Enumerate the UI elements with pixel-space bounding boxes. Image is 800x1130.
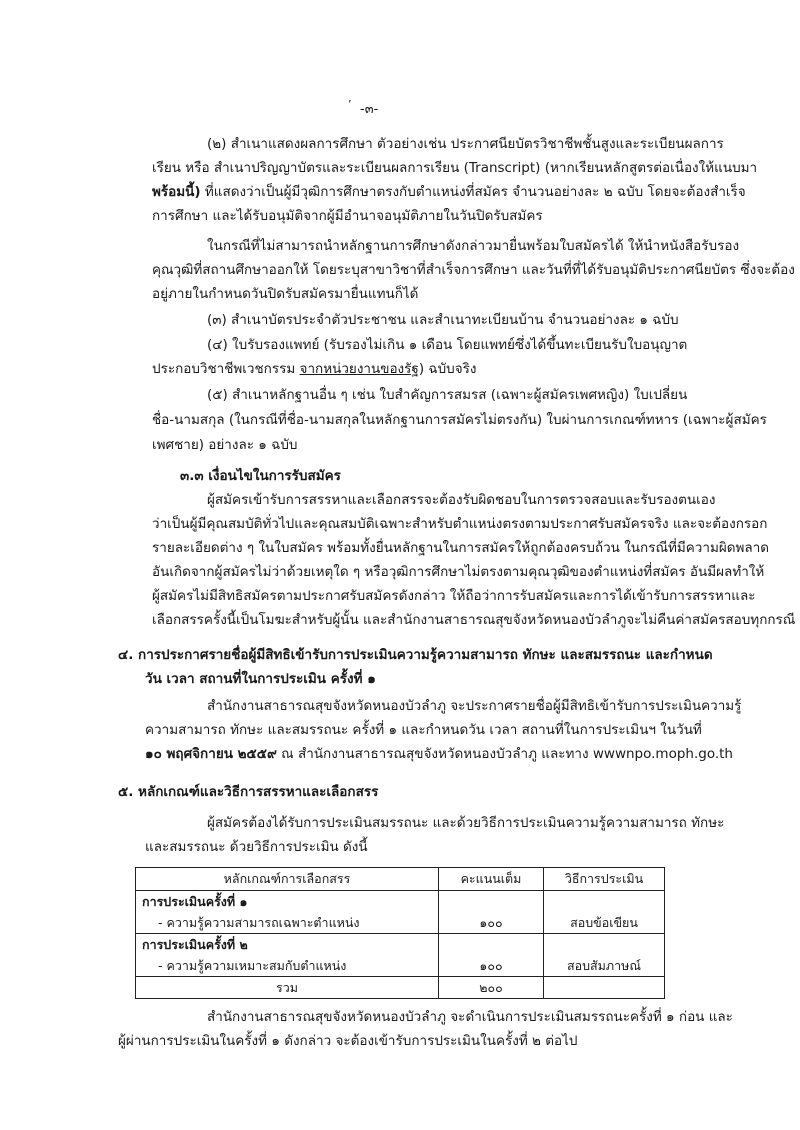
conditions-line-1: ผู้สมัครเข้ารับการสรรหาและเลือกสรรจะต้องรับผิดชอบในการตรวจสอบและรับรองตนเอง	[207, 492, 716, 508]
heading-4-line-2: วัน เวลา สถานที่ในการประเมิน ครั้งที่ ๑	[145, 671, 376, 687]
conditions-line-6: เลือกสรรครั้งนี้เป็นโมฆะสำหรับผู้นั้น และสำนักงานสาธารณสุขจังหวัดหนองบัวลำภูจะไม่คืนค่าสมัครสอบทุกกรณี	[152, 612, 796, 628]
item-2-note-line-1: ในกรณีที่ไม่สามารถนำหลักฐานการศึกษาดังกล่าวมายื่นพร้อมใบสมัครได้ ให้นำหนังสือรับรอง	[207, 238, 740, 254]
heading-5: ๕. หลักเกณฑ์และวิธีการสรรหาและเลือกสรร	[118, 784, 379, 800]
round-1-score: ๑๐๐	[439, 912, 544, 934]
header-method: วิธีการประเมิน	[544, 868, 665, 891]
round-1-title: การประเมินครั้งที่ ๑	[136, 891, 439, 913]
conditions-line-4: อันเกิดจากผู้สมัครไม่ว่าด้วยเหตุใด ๆ หรือวุฒิการศึกษาไม่ตรงตามคุณวุฒิของตำแหน่งที่สมัคร อันมีผลทำให้	[152, 564, 765, 580]
round-2-title: การประเมินครั้งที่ ๒	[136, 934, 439, 956]
section-5-line-2: และสมรรถนะ ด้วยวิธีการประเมิน ดังนี้	[145, 839, 368, 855]
table-row	[136, 891, 665, 913]
heading-3-3: ๓.๓ เงื่อนไขในการรับสมัคร	[180, 468, 341, 484]
section-5-line-1: ผู้สมัครต้องได้รับการประเมินสมรรถนะ และด้วยวิธีการประเมินความรู้ความสามารถ ทักษะ	[207, 815, 725, 831]
item-2-line-4: การศึกษา และได้รับอนุมัติจากผู้มีอำนาจอนุมัติภายในวันปิดรับสมัคร	[152, 208, 543, 224]
stray-mark: ’	[348, 98, 352, 111]
item-2-line-1: (๒) สำเนาแสดงผลการศึกษา ตัวอย่างเช่น ประกาศนียบัตรวิชาชีพชั้นสูงและระเบียนผลการ	[207, 136, 724, 152]
round-2-score: ๑๐๐	[439, 955, 544, 977]
heading-4-line-1: ๔. การประกาศรายชื่อผู้มีสิทธิเข้ารับการประเมินความรู้ความสามารถ ทักษะ และสมรรถนะ และกำหนด	[118, 647, 713, 663]
item-2-bold-text: พร้อมนี้)	[152, 184, 201, 200]
underlined-text: จากหน่วยงานของรัฐ	[299, 361, 419, 377]
item-5-line-1: (๕) สำเนาหลักฐานอื่น ๆ เช่น ใบสำคัญการสมรส (เฉพาะผู้สมัครเพศหญิง) ใบเปลี่ยน	[207, 387, 688, 403]
round-1-item: - ความรู้ความสามารถเฉพาะตำแหน่ง	[136, 912, 439, 934]
total-label: รวม	[136, 977, 439, 999]
section-4-line-1: สำนักงานสาธารณสุขจังหวัดหนองบัวลำภู จะประกาศรายชื่อผู้มีสิทธิเข้ารับการประเมินความรู้	[207, 698, 742, 714]
closing-line-2: ผู้ผ่านการประเมินในครั้งที่ ๑ ดังกล่าว จะต้องเข้ารับการประเมินในครั้งที่ ๒ ต่อไป	[118, 1033, 578, 1049]
table-row	[136, 934, 665, 956]
section-4-line-3: ๑๐ พฤศจิกายน ๒๕๕๙ ณ สำนักงานสาธารณสุขจังหวัดหนองบัวลำภู และทาง wwwnpo.moph.go.th	[145, 746, 733, 762]
round-2-item: - ความรู้ความเหมาะสมกับตำแหน่ง	[136, 955, 439, 977]
item-2-line-3-rest: ที่แสดงว่าเป็นผู้มีวุฒิการศึกษาตรงกับตำแหน่งที่สมัคร จำนวนอย่างละ ๒ ฉบับ โดยจะต้องสำเร็จ	[200, 184, 746, 200]
item-2-line-2: เรียน หรือ สำเนาปริญญาบัตรและระเบียนผลการเรียน (Transcript) (หากเรียนหลักสูตรต่อเนื่องให้แนบมา	[152, 160, 758, 176]
table-total-row	[136, 977, 665, 999]
table-row	[136, 955, 665, 977]
closing-line-1: สำนักงานสาธารณสุขจังหวัดหนองบัวลำภู จะดำเนินการประเมินสมรรถนะครั้งที่ ๑ ก่อน และ	[207, 1009, 733, 1025]
round-1-method: สอบข้อเขียน	[544, 912, 665, 934]
criteria-table	[135, 867, 665, 999]
item-5-line-2: ชื่อ-นามสกุล (ในกรณีที่ชื่อ-นามสกุลในหลักฐานการสมัครไม่ตรงกัน) ใบผ่านการเกณฑ์ทหาร (เฉพาะผู้สมัคร	[152, 412, 767, 428]
announce-date: ๑๐ พฤศจิกายน ๒๕๕๙	[145, 746, 277, 762]
table-header-row	[136, 868, 665, 891]
round-2-method: สอบสัมภาษณ์	[544, 955, 665, 977]
section-4-line-2: ความสามารถ ทักษะ และสมรรถนะ ครั้งที่ ๑ และกำหนดวัน เวลา สถานที่ในการประเมินฯ ในวันที่	[145, 722, 702, 738]
item-4-line-2: ประกอบวิชาชีพเวชกรรม จากหน่วยงานของรัฐ) ฉบับจริง	[152, 361, 477, 377]
item-2-line-3	[152, 183, 746, 201]
item-3-line: (๓) สำเนาบัตรประจำตัวประชาชน และสำเนาทะเบียนบ้าน จำนวนอย่างละ ๑ ฉบับ	[207, 312, 679, 328]
header-criteria: หลักเกณฑ์การเลือกสรร	[136, 868, 439, 891]
page-number: -๓-	[360, 102, 379, 117]
item-2-note-line-3: อยู่ภายในกำหนดวันปิดรับสมัครมายื่นแทนก็ได้	[152, 286, 419, 302]
item-2-note-line-2: คุณวุฒิที่สถานศึกษาออกให้ โดยระบุสาขาวิชาที่สำเร็จการศึกษา และวันที่ที่ได้รับอนุมัติประกาศนียบัตร ซึ่งจะต้อง	[152, 262, 795, 278]
item-4-line-1: (๔) ใบรับรองแพทย์ (รับรองไม่เกิน ๑ เดือน โดยแพทย์ซึ่งได้ขึ้นทะเบียนรับใบอนุญาต	[207, 337, 688, 353]
item-5-line-3: เพศชาย) อย่างละ ๑ ฉบับ	[152, 437, 298, 453]
total-score: ๒๐๐	[439, 977, 544, 999]
conditions-line-2: ว่าเป็นผู้มีคุณสมบัติทั่วไปและคุณสมบัติเฉพาะสำหรับตำแหน่งตรงตามประกาศรับสมัครจริง และจะต้องกรอก	[152, 516, 768, 532]
conditions-line-3: รายละเอียดต่าง ๆ ในใบสมัคร พร้อมทั้งยื่นหลักฐานในการสมัครให้ถูกต้องครบถ้วน ในกรณีที่มีความผิดพลาด	[152, 540, 770, 556]
conditions-line-5: ผู้สมัครไม่มีสิทธิสมัครตามประกาศรับสมัครดังกล่าว ให้ถือว่าการรับสมัครและการได้เข้ารับการสรรหาและ	[152, 588, 756, 604]
table-row	[136, 912, 665, 934]
header-full-score: คะแนนเต็ม	[439, 868, 544, 891]
